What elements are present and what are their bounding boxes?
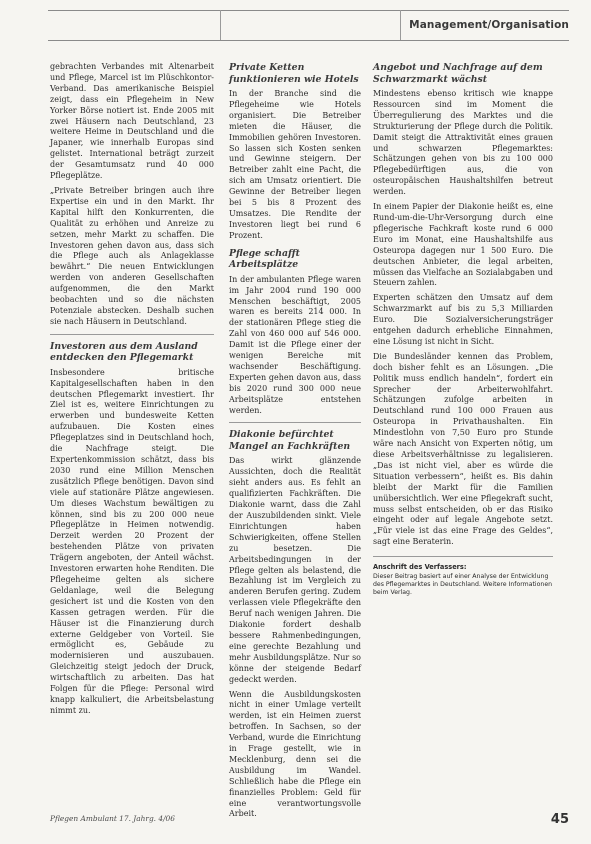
- paragraph: Wenn die Ausbildungskosten nicht in einer Umlage verteilt werden, ist ein Heimen zuerst betroffen. In Sachsen, so der Verband, wurde die Einrichtung in Frage gestellt, wie in Mecklenburg, denn sei die Ausbildung im Wandel. Schließlich habe die Pflege ein finanzielles Problem: Geld für eine verantwortungsvolle Arbeit.: [229, 689, 361, 819]
- header-rule: [48, 10, 569, 11]
- page-header: [48, 10, 569, 44]
- column-1: [50, 62, 214, 721]
- footer-citation: Pflegen Ambulant 17. Jahrg. 4/06: [50, 814, 175, 823]
- paragraph: „Private Betreiber bringen auch ihre Expertise ein und in den Markt. Ihr Kapital hilft den Konkurrenten, die Qualität zu erhöhen und Anreize zu setzen, mehr Markt zu schaffen. Die Investoren gehen davon aus, dass sich die Pflege auch als Anlageklasse bewährt.“ Die neuen Entwicklungen werden von anderen Gesellschaften aufgenommen, die den Markt beobachten und so die nächsten Potenziale abstecken. Deshalb suchen sie nach Häusern in Deutschland.: [50, 185, 214, 326]
- paragraph: Die Bundesländer kennen das Problem, doch bisher fehlt es an Lösungen. „Die Politik muss endlich handeln“, fordert ein Sprecher der Arbeiterwohlfahrt. Schätzungen zufolge arbeiten in Deutschland rund 100 000 Frauen aus Osteuropa in Privathaushalten. Ein Mindestlohn von 7,50 Euro pro Stunde wäre nach Ansicht von Experten nötig, um diese Arbeitsverhältnisse zu legalisieren. „Das ist nicht viel, aber es würde die Situation verbessern“, heißt es. Bis dahin bleibt der Markt für die Familien unübersichtlich. Wer eine Pflegekraft sucht, muss selbst entscheiden, ob er das Risiko eingeht oder auf legale Angebote setzt. „Für viele ist das eine Frage des Geldes“, sagt eine Beraterin.: [373, 351, 553, 547]
- section-title: Management/Organisation: [409, 19, 569, 31]
- page-number: 45: [550, 812, 569, 827]
- page-footer: [48, 812, 569, 834]
- subheading: Investoren aus dem Ausland entdecken den Pflegemarkt: [50, 340, 198, 364]
- section-divider: [229, 422, 361, 423]
- column-2: [229, 62, 361, 824]
- header-divider: [400, 10, 401, 40]
- column-3: [373, 62, 553, 597]
- header-divider: [220, 10, 221, 40]
- paragraph: Experten schätzen den Umsatz auf dem Schwarzmarkt auf bis zu 5,3 Milliarden Euro. Die Sozialversicherungsträger entgehen dadurch erhebliche Einnahmen, eine Lösung ist nicht in Sicht.: [373, 293, 553, 346]
- section-divider: [50, 334, 214, 335]
- subheading: Pflege schafft Arbeitsplätze: [229, 247, 300, 271]
- subheading: Private Ketten funktionieren wie Hotels: [229, 62, 359, 85]
- subheading: Diakonie befürchtet Mangel an Fachkräften: [229, 429, 351, 452]
- paragraph: In der Branche sind die Pflegeheime wie Hotels organisiert. Die Betreiber mieten die Häuser, die Immobilien gehören Investoren. So lassen sich Kosten senken und Gewinne steigern. Der Betreiber zahlt eine Pacht, die sich am Umsatz orientiert. Die Gewinne der Betreiber liegen bei 5 bis 8 Prozent des Umsatzes. Die Rendite der Investoren liegt bei rund 6 Prozent.: [229, 89, 361, 240]
- paragraph: In einem Papier der Diakonie heißt es, eine Rund-um-die-Uhr-Versorgung durch eine pflegerische Fachkraft koste rund 6 000 Euro im Monat, eine Haushaltshilfe aus Osteuropa dagegen nur 1 500 Euro. Die deutschen Anbieter, die legal arbeiten, müssen das Vielfache an Sozialabgaben und Steuern zahlen.: [373, 202, 553, 288]
- author-box-title: Anschrift des Verfassers:: [373, 563, 467, 572]
- paragraph: Insbesondere britische Kapitalgesellschaften haben in den deutschen Pflegemarkt investiert. Ihr Ziel ist es, weitere Einrichtungen zu erwerben und bundesweite Ketten aufzubauen. Die Kosten eines Pflegeplatzes sind in Deutschland hoch, die Nachfrage steigt. Die Expertenkommission schätzt, dass bis 2030 rund eine Million Menschen zusätzlich Pflege benötigen. Davon sind viele auf stationäre Plätze angewiesen. Um dieses Wachstum bewältigen zu können, sind bis zu 200 000 neue Pflegeplätze in Heimen notwendig. Derzeit werden 20 Prozent der bestehenden Plätze von privaten Trägern angeboten, der Anteil wächst. Investoren erwarten hohe Renditen. Die Pflegeheime gelten als sichere Geldanlage, weil die Belegung gesichert ist und die Kosten von den Kassen getragen werden. Für die Häuser ist die Finanzierung durch externe Geldgeber von Vorteil. Sie ermöglicht es, Gebäude zu modernisieren und auszubauen. Gleichzeitig steigt jedoch der Druck, wirtschaftlich zu arbeiten. Das hat Folgen für die Pflege: Personal wird knapp kalkuliert, die Arbeitsbelastung nimmt zu.: [50, 367, 214, 715]
- paragraph: Mindestens ebenso kritisch wie knappe Ressourcen sind im Moment die Überregulierung des Marktes und die Strukturierung der Pflege durch die Politik. Damit steigt die Attraktivität eines grauen und schwarzen Pflegemarktes: Schätzungen gehen von bis zu 100 000 Pflegebedürftigen aus, die von osteuropäischen Haushaltshilfen betreut werden.: [373, 89, 553, 197]
- paragraph: Das wirkt glänzende Aussichten, doch die Realität sieht anders aus. Es fehlt an qualifizierten Fachkräften. Die Diakonie warnt, dass die Zahl der Auszubildenden sinkt. Viele Einrichtungen haben Schwierigkeiten, offene Stellen zu besetzen. Die Arbeitsbedingungen in der Pflege gelten als belastend, die Bezahlung ist im Vergleich zu anderen Berufen gering. Zudem verlassen viele Pflegekräfte den Beruf nach wenigen Jahren. Die Diakonie fordert deshalb bessere Rahmenbedingungen, eine gerechte Bezahlung und mehr Ausbildungsplätze. Nur so könne der steigende Bedarf gedeckt werden.: [229, 456, 361, 684]
- header-rule: [48, 40, 569, 41]
- subheading: Angebot und Nachfrage auf dem Schwarzmarkt wächst: [373, 62, 543, 85]
- author-box: [373, 556, 553, 597]
- author-box-text: Dieser Beitrag basiert auf einer Analyse der Entwicklung des Pflegemarktes in Deutschland. Weitere Informationen beim Verlag.: [373, 573, 553, 597]
- paragraph: In der ambulanten Pflege waren im Jahr 2004 rund 190 000 Menschen beschäftigt, 2005 waren es bereits 214 000. In der stationären Pflege stieg die Zahl von 460 000 auf 546 000. Damit ist die Pflege einer der wenigen Bereiche mit wachsender Beschäftigung. Experten gehen davon aus, dass bis 2020 rund 300 000 neue Arbeitsplätze entstehen werden.: [229, 274, 361, 415]
- paragraph: gebrachten Verbandes mit Altenarbeit und Pflege, Marcel ist im Plüschkontor-Verband. Das amerikanische Beispiel zeigt, dass ein Pflegeheim in New Yorker Börse notiert ist. Ende 2005 mit zwei Häusern nach Deutschland, 23 weitere Heime in Deutschland und die Japaner, wie innerhalb Europas sind gelistet. International beträgt zurzeit der Gesamtumsatz rund 40 000 Pflegeplätze.: [50, 62, 214, 181]
